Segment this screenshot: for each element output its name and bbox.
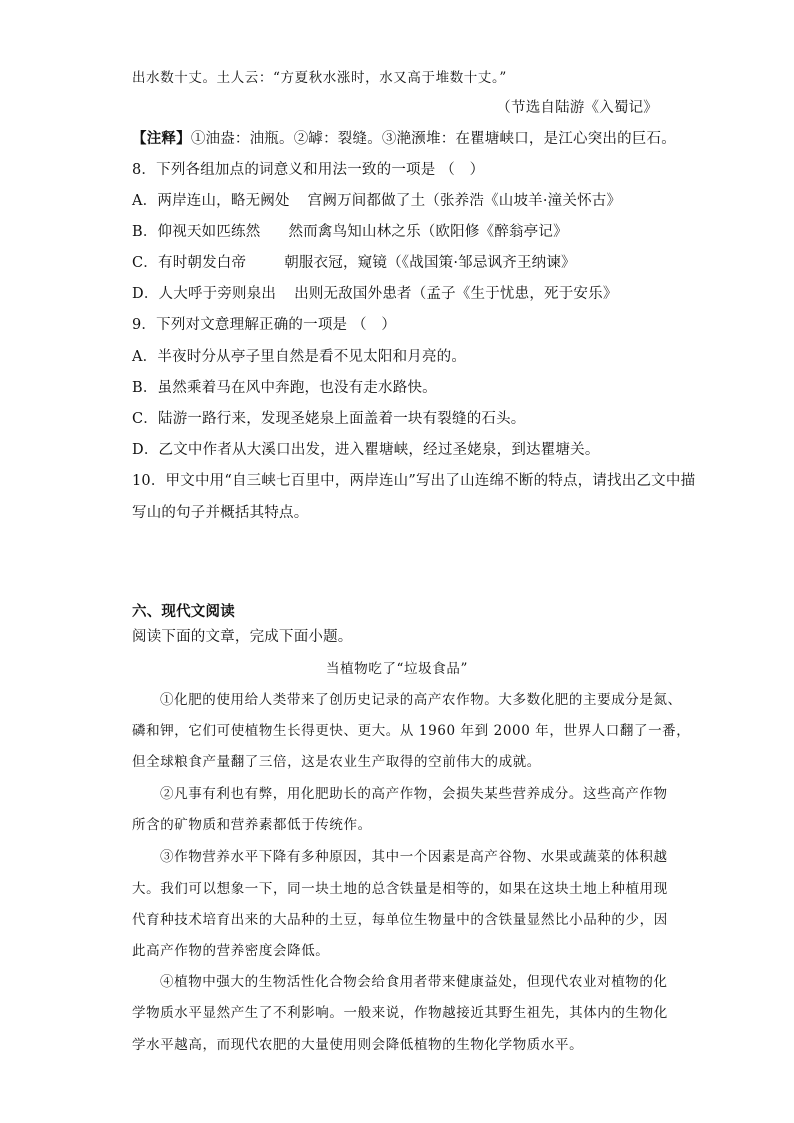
paragraph-line: ②凡事有利也有弊，用化肥助长的高产作物，会损失某些营养成分。这些高产作物 xyxy=(160,786,668,802)
paragraph-line: 但全球粮食产量翻了三倍，这是农业生产取得的空前伟大的成就。 xyxy=(132,754,541,770)
section-instruction: 阅读下面的文章，完成下面小题。 xyxy=(132,629,353,645)
article-title: 当植物吃了“垃圾食品” xyxy=(326,661,468,677)
paragraph-line: 大。我们可以想象一下，同一块土地的总含铁量是相等的，如果在这块土地上种植用现 xyxy=(132,881,668,897)
paragraph-line: ③作物营养水平下降有多种原因，其中一个因素是高产谷物、水果或蔬菜的体积越 xyxy=(160,849,668,865)
q10-line-2: 写山的句子并概括其特点。 xyxy=(132,505,309,521)
paragraph-line: 代育种技术培育出来的大品种的土豆，每单位生物量中的含铁量显然比小品种的少，因 xyxy=(132,912,668,928)
q9-option-c: C．陆游一路行来，发现圣姥泉上面盖着一块有裂缝的石头。 xyxy=(132,411,526,427)
paragraph-line: ①化肥的使用给人类带来了创历史记录的高产农作物。大多数化肥的主要成分是氮、 xyxy=(160,692,682,708)
note-label: 【注释】 xyxy=(132,130,191,147)
q8-option-a-left: A．两岸连山，略无阙处 xyxy=(132,193,290,209)
note-text: ①油盎：油瓶。②罅：裂缝。③滟滪堆：在瞿塘峡口，是江心突出的巨石。 xyxy=(190,131,676,147)
q8-option-d-left: D．人大呼于旁则泉出 xyxy=(132,286,277,302)
q8-option-b-right: 然而禽鸟知山林之乐（欧阳修《醉翁亭记》 xyxy=(288,224,568,240)
note-line xyxy=(132,129,676,149)
passage-b-line: 出水数十丈。土人云：“方夏秋水涨时，水又高于堆数十丈。” xyxy=(132,70,507,86)
section-heading: 六、现代文阅读 xyxy=(132,603,235,620)
q8-option-c-left: C．有时朝发白帝 xyxy=(132,255,247,271)
paragraph-line: 所含的矿物质和营养素都低于传统作。 xyxy=(132,817,372,833)
q8-option-a-right: 宫阙万间都做了土（张养浩《山坡羊·潼关怀古》 xyxy=(307,193,622,209)
paragraph-line: 此高产作物的营养密度会降低。 xyxy=(132,943,330,959)
q8-option-c xyxy=(132,253,576,273)
q8-option-c-right: 朝服衣冠，窥镜（《战国策·邹忌讽齐王纳谏》 xyxy=(284,255,576,271)
q9-stem: 9．下列对文意理解正确的一项是 （ ） xyxy=(132,317,397,333)
q8-option-b-left: B．仰视天如匹练然 xyxy=(132,224,261,240)
q8-option-d-right: 出则无敌国外患者（孟子《生于忧患，死于安乐》 xyxy=(294,286,618,302)
q9-option-a: A．半夜时分从亭子里自然是看不见太阳和月亮的。 xyxy=(132,349,467,365)
q8-option-d xyxy=(132,284,618,304)
q9-option-d: D．乙文中作者从大溪口出发，进入瞿塘峡，经过圣姥泉，到达瞿塘关。 xyxy=(132,442,600,458)
passage-b-source: （节选自陆游《入蜀记》 xyxy=(496,100,658,116)
q8-option-a xyxy=(132,191,621,211)
paragraph-line: ④植物中强大的生物活性化合物会给食用者带来健康益处，但现代农业对植物的化 xyxy=(160,974,668,990)
paragraph-line: 学物质水平显然产生了不利影响。一般来说，作物越接近其野生祖先，其体内的生物化 xyxy=(132,1005,668,1021)
q10-line-1: 10．甲文中用“自三峡七百里中，两岸连山”写出了山连绵不断的特点，请找出乙文中描 xyxy=(132,473,696,489)
q9-option-b: B．虽然乘着马在风中奔跑，也没有走水路快。 xyxy=(132,380,437,396)
q8-option-b xyxy=(132,222,568,242)
q8-stem: 8．下列各组加点的词意义和用法一致的一项是 （ ） xyxy=(132,162,485,178)
paragraph-line: 磷和钾，它们可使植物生长得更快、更大。从 1960 年到 2000 年，世界人口翻了一番， xyxy=(132,723,691,739)
paragraph-line: 学水平越高，而现代农肥的大量使用则会降低植物的生物化学物质水平。 xyxy=(132,1037,584,1053)
